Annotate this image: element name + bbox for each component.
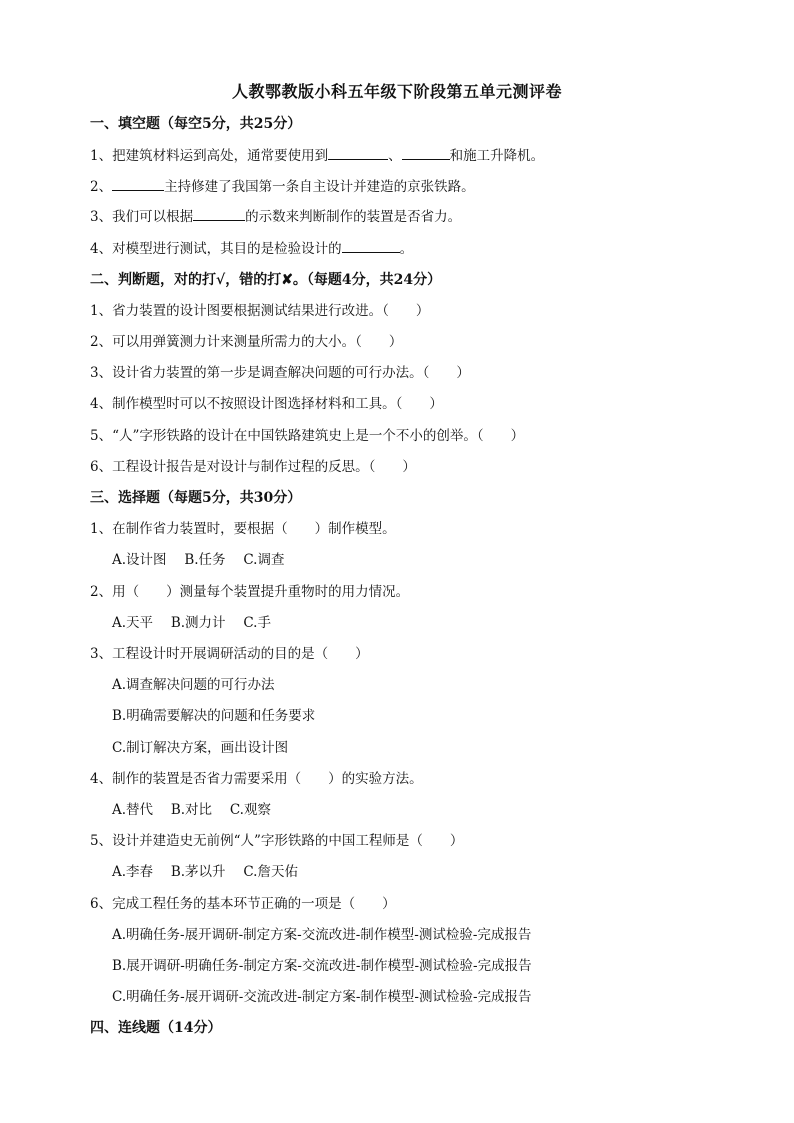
fill-question-2 bbox=[90, 176, 475, 197]
judge-question-3: 3、设计省力装置的第一步是调查解决问题的可行办法。（ ） bbox=[90, 365, 470, 381]
choice-q3-option-c: C.制订解决方案，画出设计图 bbox=[112, 740, 289, 756]
choice-q4-options: A.替代 B.对比 C.观察 bbox=[112, 802, 271, 818]
judge-question-2: 2、可以用弹簧测力计来测量所需力的大小。（ ） bbox=[90, 334, 403, 350]
fill-q3-text-pre: 3、我们可以根据 bbox=[90, 209, 194, 225]
judge-question-1: 1、省力装置的设计图要根据测试结果进行改进。（ ） bbox=[90, 303, 430, 319]
fill-q1-text-post: 和施工升降机。 bbox=[449, 148, 545, 164]
choice-q6-option-a: A.明确任务-展开调研-制定方案-交流改进-制作模型-测试检验-完成报告 bbox=[112, 927, 532, 943]
fill-q2-blank bbox=[112, 176, 164, 191]
fill-q4-text-pre: 4、对模型进行测试，其目的是检验设计的 bbox=[90, 241, 342, 257]
choice-q6-option-b: B.展开调研-明确任务-制定方案-交流改进-制作模型-测试检验-完成报告 bbox=[112, 958, 532, 974]
fill-q4-text-post: 。 bbox=[399, 241, 414, 257]
fill-q3-text-post: 的示数来判断制作的装置是否省力。 bbox=[245, 209, 462, 225]
fill-question-3 bbox=[90, 206, 461, 227]
choice-question-6: 6、完成工程任务的基本环节正确的一项是（ ） bbox=[90, 896, 396, 912]
judge-question-4: 4、制作模型时可以不按照设计图选择材料和工具。（ ） bbox=[90, 396, 443, 412]
fill-q2-text-post: 主持修建了我国第一条自主设计并建造的京张铁路。 bbox=[164, 179, 475, 195]
fill-question-1 bbox=[90, 145, 544, 166]
section2-heading: 二、判断题，对的打√，错的打✘。（每题4分，共24分） bbox=[90, 272, 442, 288]
choice-question-5: 5、设计并建造史无前例“人”字形铁路的中国工程师是（ ） bbox=[90, 833, 464, 849]
choice-question-4: 4、制作的装置是否省力需要采用（ ）的实验方法。 bbox=[90, 771, 423, 787]
fill-q4-blank bbox=[342, 238, 400, 253]
fill-q1-text-mid: 、 bbox=[388, 148, 402, 164]
judge-question-6: 6、工程设计报告是对设计与制作过程的反思。（ ） bbox=[90, 459, 416, 475]
choice-question-3: 3、工程设计时开展调研活动的目的是（ ） bbox=[90, 646, 369, 662]
section3-heading: 三、选择题（每题5分，共30分） bbox=[90, 490, 302, 506]
choice-q5-options: A.李春 B.茅以升 C.詹天佑 bbox=[112, 864, 298, 880]
section1-heading: 一、填空题（每空5分，共25分） bbox=[90, 116, 302, 132]
choice-q3-option-b: B.明确需要解决的问题和任务要求 bbox=[112, 708, 316, 724]
fill-q3-blank bbox=[193, 206, 245, 221]
section4-heading: 四、连线题（14分） bbox=[90, 1020, 222, 1036]
choice-q3-option-a: A.调查解决问题的可行办法 bbox=[112, 677, 275, 693]
fill-q1-text-pre: 1、把建筑材料运到高处，通常要使用到 bbox=[90, 148, 329, 164]
fill-question-4 bbox=[90, 238, 413, 259]
fill-q2-text-pre: 2、 bbox=[90, 179, 113, 195]
choice-q1-options: A.设计图 B.任务 C.调查 bbox=[112, 552, 285, 568]
fill-q1-blank-b bbox=[402, 145, 450, 160]
choice-q2-options: A.天平 B.测力计 C.手 bbox=[112, 615, 271, 631]
choice-question-2: 2、用（ ）测量每个装置提升重物时的用力情况。 bbox=[90, 584, 410, 600]
exam-title: 人教鄂教版小科五年级下阶段第五单元测评卷 bbox=[231, 82, 562, 101]
fill-q1-blank-a bbox=[328, 145, 388, 160]
choice-q6-option-c: C.明确任务-展开调研-交流改进-制定方案-制作模型-测试检验-完成报告 bbox=[112, 989, 532, 1005]
judge-question-5: 5、“人”字形铁路的设计在中国铁路建筑史上是一个不小的创举。（ ） bbox=[90, 428, 525, 444]
choice-question-1: 1、在制作省力装置时，要根据（ ）制作模型。 bbox=[90, 521, 396, 537]
